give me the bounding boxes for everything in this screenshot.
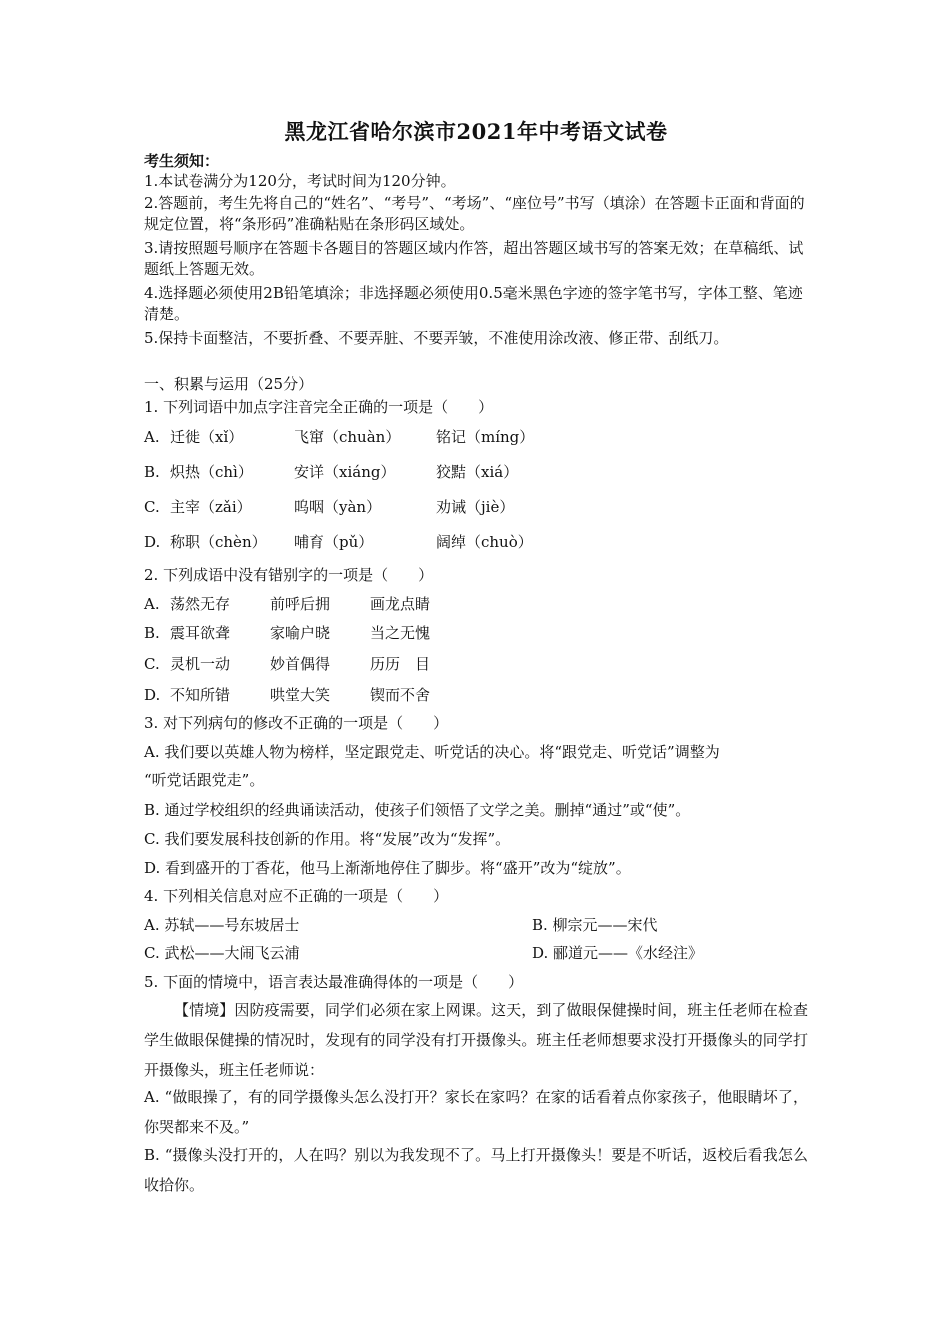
option-word: 飞窜（chuàn） (294, 428, 401, 446)
question-3-option-c: C. 我们要发展科技创新的作用。将“发展”改为“发挥”。 (144, 830, 511, 848)
option-label: B. (144, 463, 160, 481)
question-3-option-a-cont: “听党话跟党走”。 (144, 771, 265, 789)
question-1-option-c (144, 496, 808, 518)
option-word: 荡然无存 (170, 595, 231, 613)
option-label: B. (144, 624, 160, 642)
question-2-option-b (144, 622, 808, 644)
option-word: 妙首偶得 (270, 655, 331, 673)
option-word: 安详（xiáng） (294, 463, 396, 481)
option-word: 呜咽（yàn） (294, 498, 382, 516)
question-2-stem: 2. 下列成语中没有错别字的一项是（ ） (144, 566, 434, 584)
option-word: 画龙点睛 (370, 595, 431, 613)
option-word: 家喻户晓 (270, 624, 331, 642)
notice-item-1: 1.本试卷满分为120分，考试时间为120分钟。 (144, 172, 456, 190)
question-2-option-c (144, 653, 808, 675)
option-word: 称职（chèn） (170, 533, 267, 551)
option-label: D. (144, 686, 161, 704)
option-word: 灵机一动 (170, 655, 231, 673)
option-word: 劝诫（jiè） (436, 498, 515, 516)
question-4-row-1 (144, 914, 808, 936)
notice-item-4: 4.选择题必须使用2B铅笔填涂；非选择题必须使用0.5毫米黑色字迹的签字笔书写，字体工整、笔迹清楚。 (144, 284, 803, 323)
option-word: 锲而不舍 (370, 686, 431, 704)
question-4-option-b: B. 柳宗元——宋代 (532, 916, 658, 934)
option-label: A. (144, 595, 160, 613)
question-1-stem: 1. 下列词语中加点字注音完全正确的一项是（ ） (144, 398, 494, 416)
question-2-option-a (144, 593, 808, 615)
question-2-option-d (144, 684, 808, 706)
question-1-option-a (144, 426, 808, 448)
question-3-option-d: D. 看到盛开的丁香花，他马上渐渐地停住了脚步。将“盛开”改为“绽放”。 (144, 859, 631, 877)
question-5-option-b: B. “摄像头没打开的，人在吗？别以为我发现不了。马上打开摄像头！要是不听话，返校后看我怎么收拾你。 (144, 1146, 808, 1194)
question-4-row-2 (144, 942, 808, 964)
option-word: 狡黠（xiá） (436, 463, 519, 481)
option-label: D. (144, 533, 161, 551)
question-1-option-b (144, 461, 808, 483)
question-3-option-b: B. 通过学校组织的经典诵读活动，使孩子们领悟了文学之美。删掉“通过”或“使”。 (144, 801, 691, 819)
option-label: A. (144, 428, 160, 446)
question-5-stem: 5. 下面的情境中，语言表达最准确得体的一项是（ ） (144, 973, 524, 991)
option-word: 震耳欲聋 (170, 624, 231, 642)
option-word: 铭记（míng） (436, 428, 535, 446)
option-word: 历历 目 (370, 655, 431, 673)
notice-item-3: 3.请按照题号顺序在答题卡各题目的答题区域内作答，超出答题区域书写的答案无效；在草稿纸、试题纸上答题无效。 (144, 239, 804, 278)
option-word: 前呼后拥 (270, 595, 331, 613)
notice-item-5: 5.保持卡面整洁，不要折叠、不要弄脏、不要弄皱，不准使用涂改液、修正带、刮纸刀。 (144, 329, 729, 347)
option-word: 哺育（pǔ） (294, 533, 374, 551)
question-5-context: 【情境】因防疫需要，同学们必须在家上网课。这天，到了做眼保健操时间，班主任老师在检查学生做眼保健操的情况时，发现有的同学没有打开摄像头。班主任老师想要求没打开摄像头的同学打开摄像头，班主任老师说： (144, 1001, 808, 1079)
question-4-option-a: A. 苏轼——号东坡居士 (144, 916, 300, 934)
question-5-option-a: A. “做眼操了，有的同学摄像头怎么没打开？家长在家吗？在家的话看着点你家孩子，他眼睛坏了，你哭都来不及。” (144, 1088, 808, 1136)
question-3-stem: 3. 对下列病句的修改不正确的一项是（ ） (144, 714, 449, 732)
question-4-option-c: C. 武松——大闹飞云浦 (144, 944, 300, 962)
option-word: 阔绰（chuò） (436, 533, 533, 551)
section-heading: 一、积累与运用（25分） (144, 375, 314, 393)
option-word: 炽热（chì） (170, 463, 253, 481)
option-word: 迁徙（xǐ） (170, 428, 244, 446)
question-4-option-d: D. 郦道元——《水经注》 (532, 944, 704, 962)
page-title: 黑龙江省哈尔滨市2021年中考语文试卷 (284, 119, 668, 144)
question-1-option-d (144, 531, 808, 553)
notice-heading: 考生须知： (144, 152, 220, 170)
option-label: C. (144, 498, 160, 516)
option-word: 不知所错 (170, 686, 231, 704)
option-word: 当之无愧 (370, 624, 431, 642)
question-4-stem: 4. 下列相关信息对应不正确的一项是（ ） (144, 887, 449, 905)
option-label: C. (144, 655, 160, 673)
option-word: 主宰（zǎi） (170, 498, 252, 516)
notice-item-2: 2.答题前，考生先将自己的“姓名”、“考号”、“考场”、“座位号”书写（填涂）在答题卡正面和背面的规定位置，将“条形码”准确粘贴在条形码区域处。 (144, 194, 805, 233)
option-word: 哄堂大笑 (270, 686, 331, 704)
question-3-option-a: A. 我们要以英雄人物为榜样，坚定跟党走、听党话的决心。将“跟党走、听党话”调整为 (144, 743, 720, 761)
